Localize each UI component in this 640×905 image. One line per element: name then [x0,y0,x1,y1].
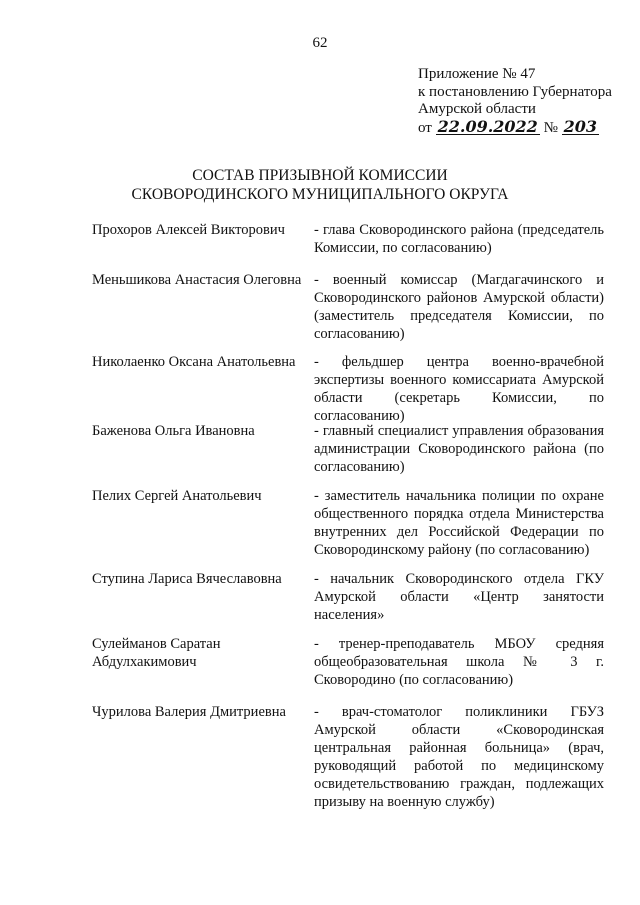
member-name: Баженова Ольга Ивановна [92,423,255,439]
member-role: - глава Сковородинского района (председатель Комиссии, по согласованию) [314,222,604,256]
appendix-date-line [418,116,612,138]
page-number: 62 [312,35,328,51]
number-prefix: № [543,119,558,136]
appendix-block [418,66,612,137]
handwritten-number: 203 [563,116,598,136]
member-name: Меньшикова Анастасия Олеговна [92,272,302,288]
appendix-line-3: Амурской области [418,101,536,117]
document-title [0,166,640,204]
date-prefix: от [418,119,432,136]
handwritten-date: 22.09.2022 [437,116,538,136]
member-name: Прохоров Алексей Викторович [92,222,285,238]
member-role: - начальник Сковородинского отдела ГКУ Амурской области «Центр занятости населения» [314,571,604,623]
member-role: - тренер-преподаватель МБОУ средняя общеобразовательная школа № 3 г. Сковородино (по согласованию) [314,636,604,688]
appendix-line-2: к постановлению Губернатора [418,83,612,100]
appendix-line-1: Приложение № 47 [418,66,536,82]
title-line-2: СКОВОРОДИНСКОГО МУНИЦИПАЛЬНОГО ОКРУГА [131,186,509,203]
member-role: - главный специалист управления образования администрации Сковородинского района (по согласованию) [314,423,604,475]
member-name: Ступина Лариса Вячеславовна [92,571,282,587]
member-role: - фельдшер центра военно-врачебной экспертизы военного комиссариата Амурской области (секретарь Комиссии, по согласованию) [314,354,604,424]
title-line-1: СОСТАВ ПРИЗЫВНОЙ КОМИССИИ [192,167,448,184]
member-name: Чурилова Валерия Дмитриевна [92,704,286,720]
member-role: - заместитель начальника полиции по охране общественного порядка отдела Министерства внутренних дел Российской Федерации по Сковородинскому району (по согласованию) [314,488,604,558]
member-name: Пелих Сергей Анатольевич [92,488,262,504]
member-role: - военный комиссар (Магдагачинского и Сковородинского районов Амурской области) (заместитель председателя Комиссии, по согласованию) [314,272,604,342]
member-name: Сулейманов Саратан Абдулхакимович [92,636,221,670]
member-role: - врач-стоматолог поликлиники ГБУЗ Амурской области «Сковородинская центральная районная больница» (врач, руководящий работой по медицинскому освидетельствованию граждан, подлежащих призыву на военную службу) [314,704,604,810]
member-name: Николаенко Оксана Анатольевна [92,354,296,370]
